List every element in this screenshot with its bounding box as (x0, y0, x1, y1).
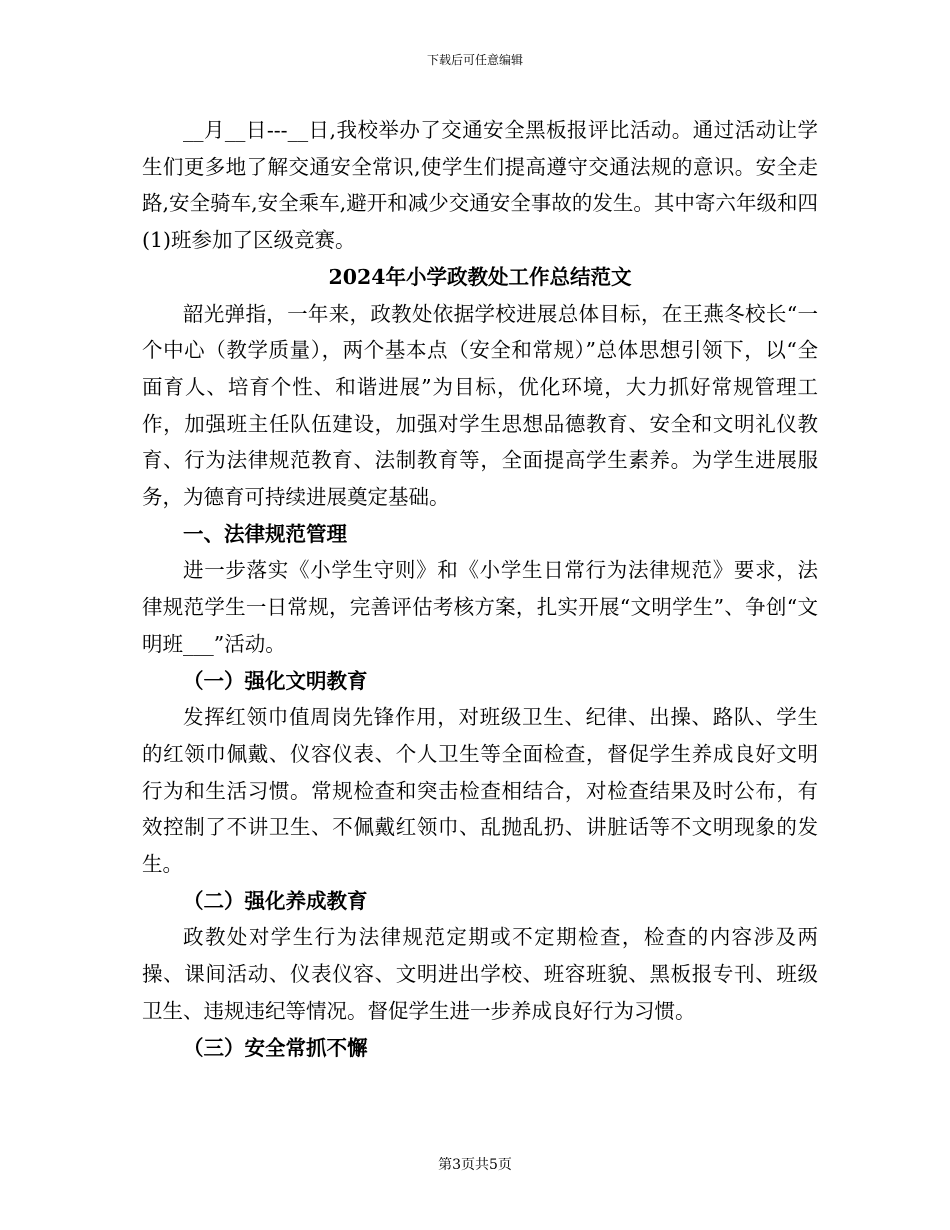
subsection-paragraph-habit-education: 政教处对学生行为法律规范定期或不定期检查，检查的内容涉及两操、课间活动、仪表仪容、文明进出学校、班容班貌、黑板报专刊、班级卫生、违规违纪等情况。督促学生进一步养成良好行为习惯。 (142, 925, 818, 1023)
intro-paragraph: __月__日---__日,我校举办了交通安全黑板报评比活动。通过活动让学生们更多地了解交通安全常识,使学生们提高遵守交通法规的意识。安全走路,安全骑车,安全乘车,避开和减少交通安全事故的发生。其中寄六年级和四(1)班参加了区级竞赛。 (142, 118, 818, 253)
opening-paragraph: 韶光弹指，一年来，政教处依据学校进展总体目标，在王燕冬校长“一个中心（教学质量），两个基本点（安全和常规）”总体思想引领下，以“全面育人、培育个性、和谐进展”为目标，优化环境，大力抓好常规管理工作，加强班主任队伍建设，加强对学生思想品德教育、安全和文明礼仪教育、行为法律规范教育、法制教育等，全面提高学生素养。为学生进展服务，为德育可持续进展奠定基础。 (142, 301, 818, 510)
document-body (142, 112, 818, 1066)
page-number-indicator: 第3页共5页 (438, 1157, 512, 1173)
subsection-heading-habit-education: （二）强化养成教育 (183, 888, 368, 913)
subsection-heading-safety: （三）安全常抓不懈 (183, 1035, 368, 1060)
section-paragraph-regulation-management: 进一步落实《小学生守则》和《小学生日常行为法律规范》要求，法律规范学生一日常规，完善评估考核方案，扎实开展“文明学生”、争创“文明班___”活动。 (142, 558, 818, 656)
document-title: 2024年小学政教处工作总结范文 (328, 264, 632, 289)
subsection-paragraph-civility-education: 发挥红领巾值周岗先锋作用，对班级卫生、纪律、出操、路队、学生的红领巾佩戴、仪容仪表、个人卫生等全面检查，督促学生养成良好文明行为和生活习惯。常规检查和突击检查相结合，对检查结果及时公布，有效控制了不讲卫生、不佩戴红领巾、乱抛乱扔、讲脏话等不文明现象的发生。 (142, 705, 818, 877)
section-heading-regulation-management: 一、法律规范管理 (183, 521, 347, 546)
subsection-heading-civility-education: （一）强化文明教育 (183, 668, 368, 693)
page-header-note: 下载后可任意编辑 (426, 53, 523, 67)
